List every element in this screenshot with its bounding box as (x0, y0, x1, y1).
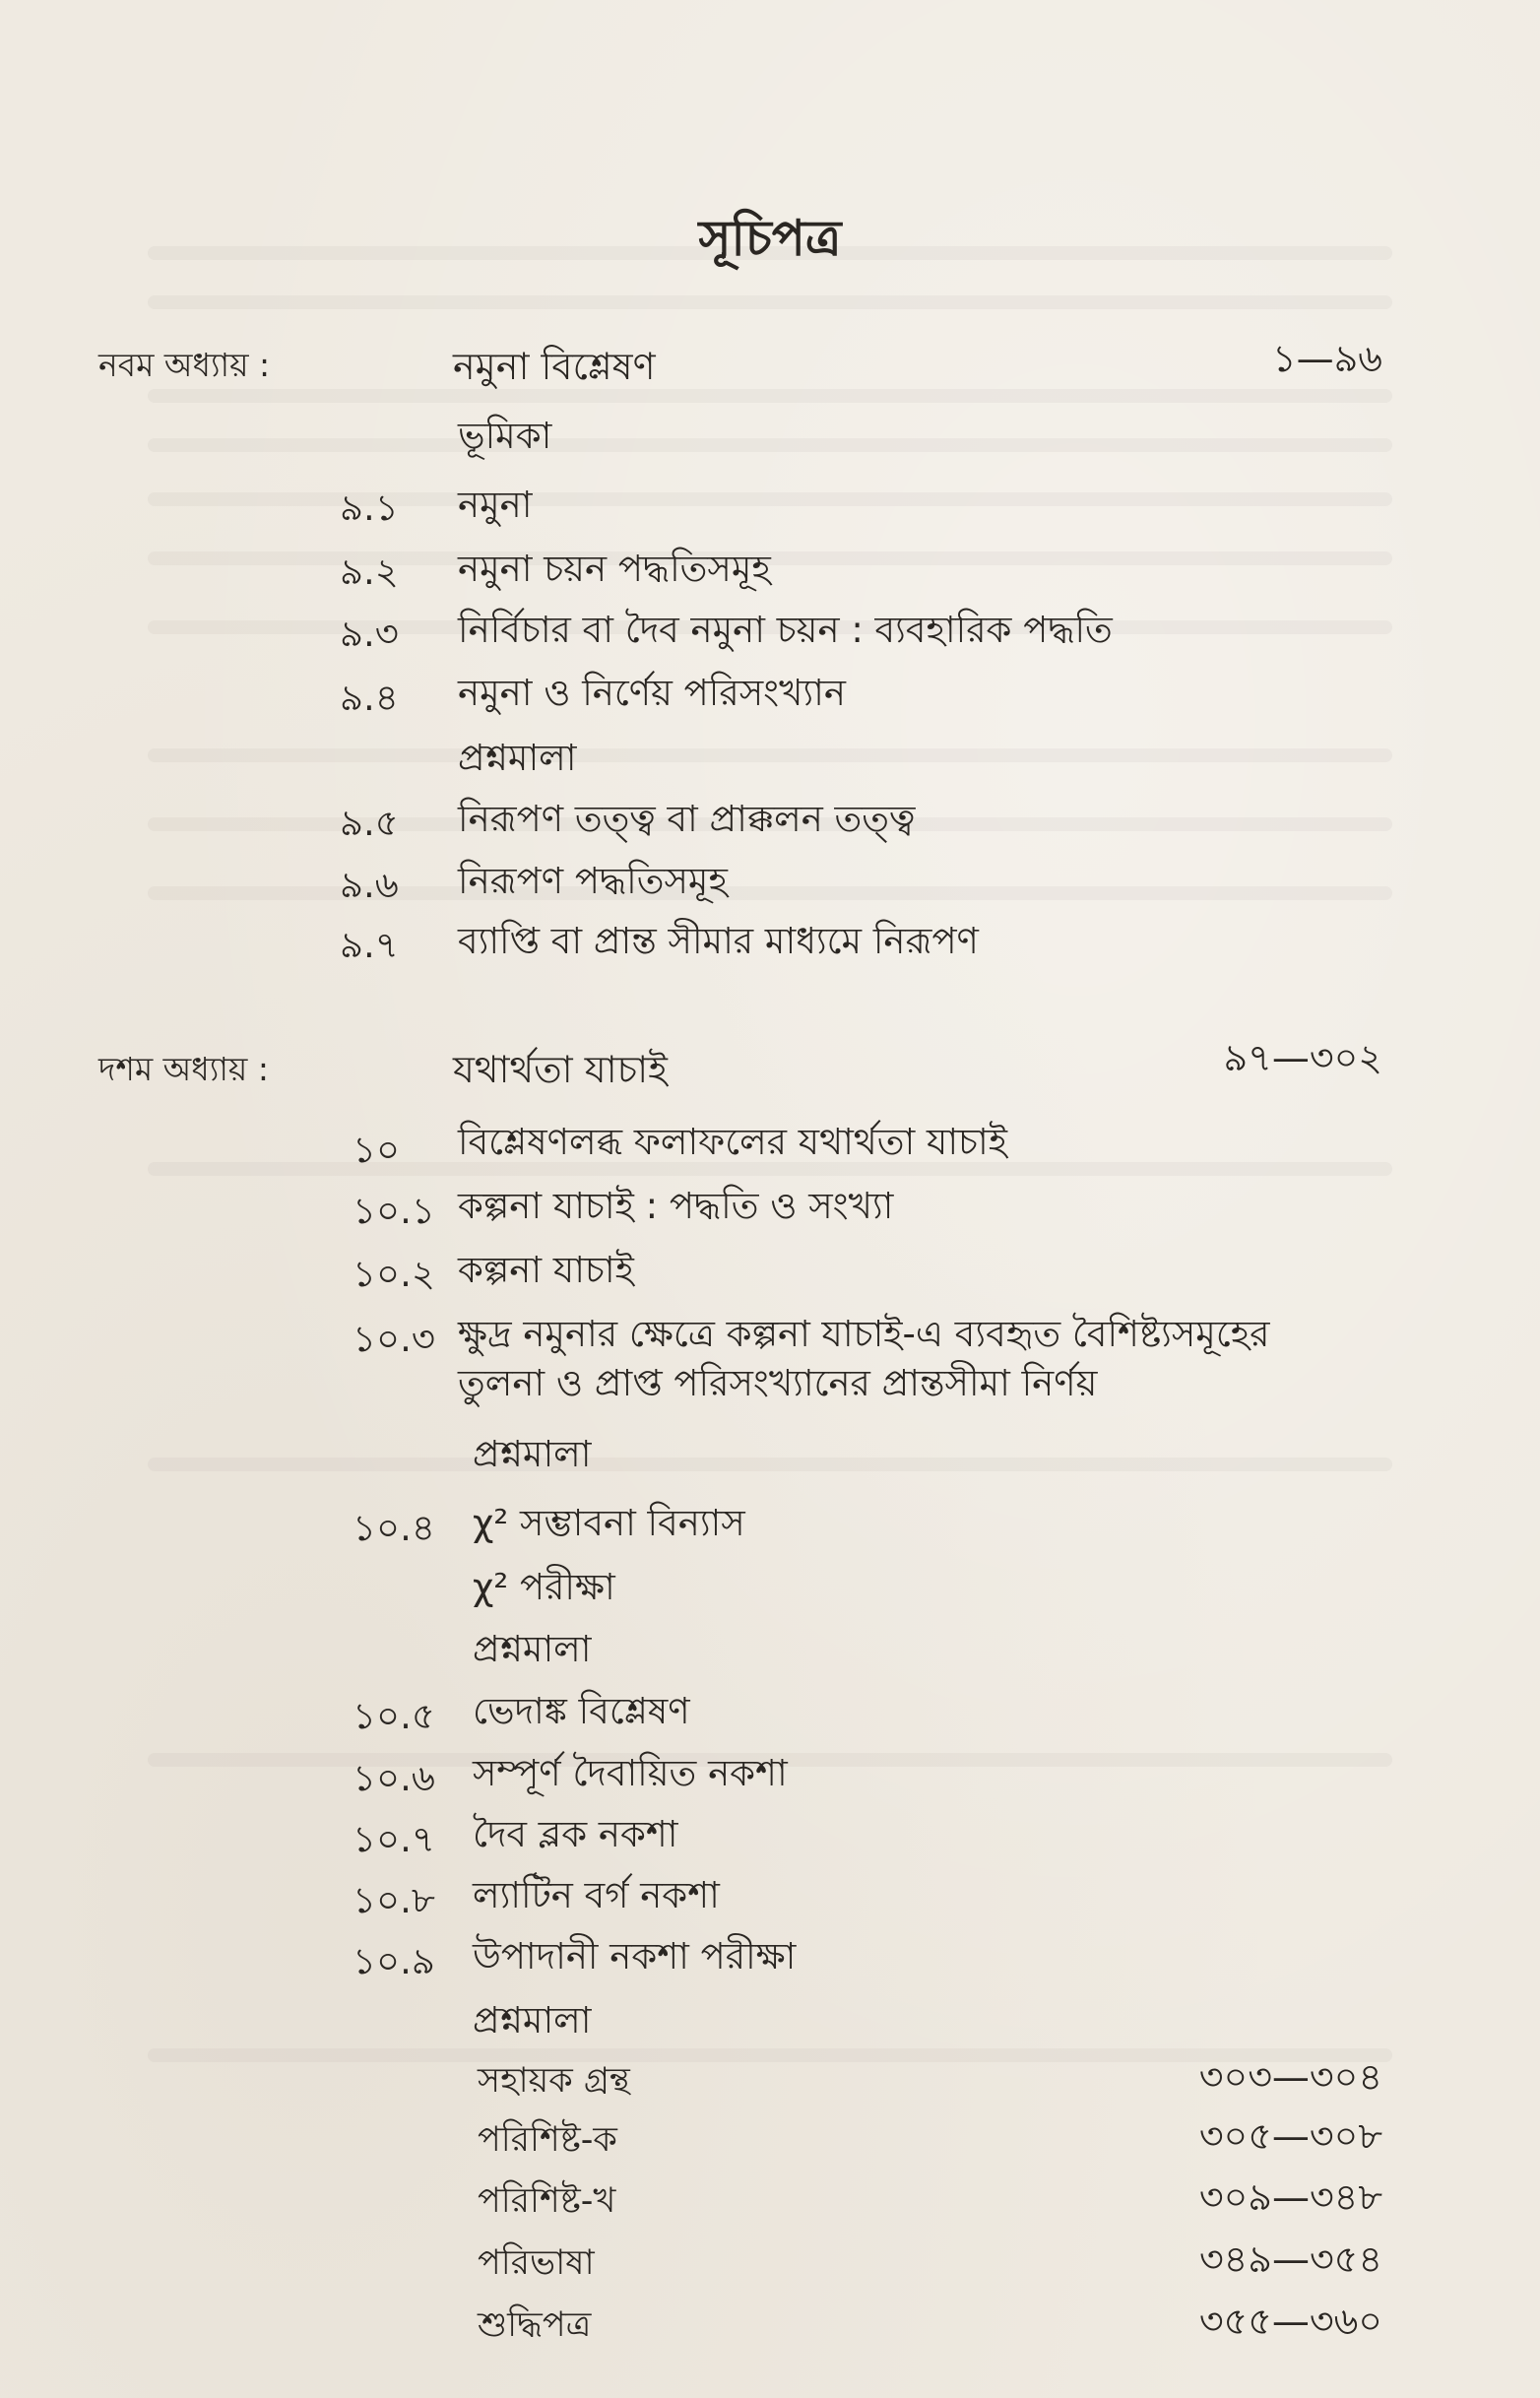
toc-entry-number: ১০ (353, 1129, 401, 1171)
toc-entry: প্রশ্নমালা (473, 1999, 592, 2042)
toc-entry-number: ৯.৬ (340, 864, 399, 906)
page-title: সূচিপত্র (698, 210, 842, 267)
toc-entry: প্রশ্নমালা (473, 1628, 592, 1670)
backmatter-pages: ৩৪৯—৩৫৪ (1198, 2237, 1382, 2281)
toc-entry: ভেদাঙ্ক বিশ্লেষণ (473, 1690, 690, 1732)
toc-entry: ল্যাটিন বর্গ নকশা (473, 1874, 720, 1916)
chapter-9-pages: ১—৯৬ (1271, 337, 1382, 380)
backmatter-pages: ৩০৫—৩০৮ (1198, 2114, 1382, 2158)
toc-entry-number: ৯.৪ (340, 677, 399, 719)
toc-entry-number: ৯.৭ (340, 924, 399, 966)
toc-entry-number: ৯.৫ (340, 802, 399, 844)
toc-entry-number: ১০.৭ (353, 1818, 435, 1860)
toc-entry: প্রশ্নমালা (458, 737, 577, 779)
toc-entry: নমুনা (458, 484, 533, 526)
toc-entry-number: ১০.৩ (353, 1318, 435, 1360)
toc-entry: কল্পনা যাচাই : পদ্ধতি ও সংখ্যা (458, 1185, 894, 1227)
toc-entry: নির্বিচার বা দৈব নমুনা চয়ন : ব্যবহারিক পদ্ধতি (458, 609, 1113, 651)
toc-entry: দৈব ব্লক নকশা (473, 1813, 678, 1855)
bleed-through-line (148, 295, 1392, 309)
chapter-9-label: নবম অধ্যায় : (98, 346, 271, 384)
backmatter-item: শুদ্ধিপত্র (478, 2305, 592, 2345)
bleed-through-line (148, 748, 1392, 762)
bleed-through-line (148, 886, 1392, 900)
toc-entry-number: ১০.৯ (353, 1940, 435, 1982)
toc-entry: বিশ্লেষণলব্ধ ফলাফলের যথার্থতা যাচাই (458, 1121, 1007, 1163)
bleed-through-line (148, 492, 1392, 506)
chapter-10-pages: ৯৭—৩০২ (1223, 1036, 1382, 1079)
toc-entry: χ² পরীক্ষা (473, 1566, 615, 1608)
toc-entry: নমুনা চয়ন পদ্ধতিসমূহ (458, 548, 771, 590)
bleed-through-line (148, 438, 1392, 452)
bleed-through-line (148, 389, 1392, 403)
toc-entry-number: ১০.৮ (353, 1879, 435, 1921)
toc-entry: নিরূপণ তত্ত্ব বা প্রাক্কলন তত্ত্ব (458, 798, 916, 840)
backmatter-item: পরিশিষ্ট-ক (478, 2120, 617, 2160)
backmatter-item: পরিশিষ্ট-খ (478, 2181, 616, 2221)
toc-entry: সম্পূর্ণ দৈবায়িত নকশা (473, 1752, 788, 1794)
toc-entry-number: ৯.১ (340, 486, 399, 529)
toc-entry: নমুনা ও নির্ণেয় পরিসংখ্যান (458, 672, 846, 714)
toc-entry: ব্যাপ্তি বা প্রান্ত সীমার মাধ্যমে নিরূপণ (458, 920, 979, 962)
toc-entry-number: ৯.২ (340, 551, 399, 593)
toc-entry-number: ১০.৪ (353, 1507, 435, 1549)
backmatter-item: পরিভাষা (478, 2243, 595, 2283)
toc-entry: নিরূপণ পদ্ধতিসমূহ (458, 860, 728, 902)
toc-entry-number: ১০.২ (353, 1253, 435, 1295)
backmatter-pages: ৩০৩—৩০৪ (1198, 2055, 1382, 2099)
bleed-through-line (148, 1458, 1392, 1471)
toc-entry: কল্পনা যাচাই (458, 1249, 634, 1291)
toc-entry-number: ৯.৩ (340, 613, 399, 655)
chapter-10-title: যথার্থতা যাচাই (453, 1048, 668, 1091)
toc-entry: প্রশ্নমালা (473, 1433, 592, 1475)
toc-entry-number: ১০.৬ (353, 1757, 435, 1799)
toc-entry: উপাদানী নকশা পরীক্ষা (473, 1935, 797, 1977)
chapter-9-title: নমুনা বিশ্লেষণ (453, 345, 656, 388)
backmatter-item: সহায়ক গ্রন্থ (478, 2061, 630, 2101)
backmatter-pages: ৩০৯—৩৪৮ (1198, 2175, 1382, 2219)
toc-entry-number: ১০.৫ (353, 1695, 435, 1737)
chapter-10-label: দশম অধ্যায় : (98, 1050, 269, 1088)
backmatter-pages: ৩৫৫—৩৬০ (1198, 2300, 1382, 2343)
toc-entry-number: ১০.১ (353, 1190, 435, 1232)
toc-entry: তুলনা ও প্রাপ্ত পরিসংখ্যানের প্রান্তসীমা নির্ণয় (458, 1362, 1098, 1404)
toc-entry: ভূমিকা (458, 415, 552, 457)
toc-entry: ক্ষুদ্র নমুনার ক্ষেত্রে কল্পনা যাচাই-এ ব্যবহৃত বৈশিষ্ট্যসমূহের (458, 1313, 1270, 1355)
toc-entry: χ² সম্ভাবনা বিন্যাস (473, 1502, 745, 1544)
